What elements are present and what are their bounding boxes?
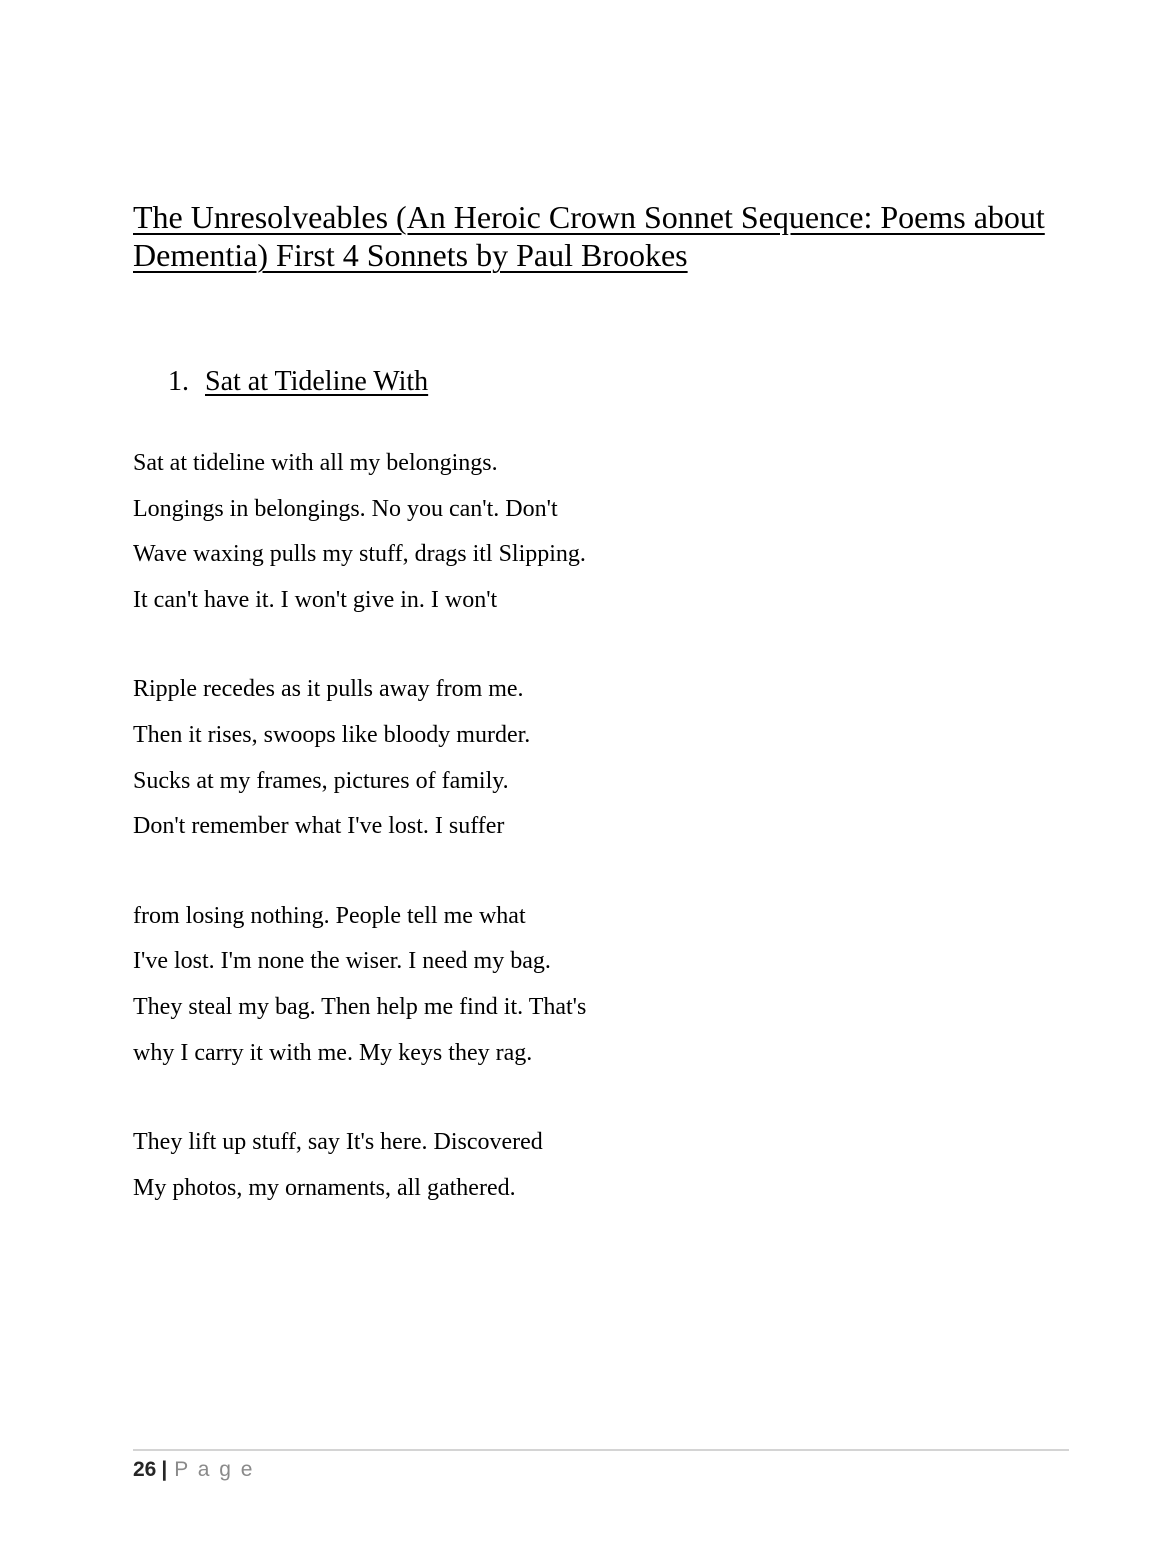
poem-line: Ripple recedes as it pulls away from me. bbox=[133, 676, 524, 703]
poem-stanza-3 bbox=[133, 901, 833, 1083]
poem bbox=[133, 448, 833, 1262]
poem-line: Don't remember what I've lost. I suffer bbox=[133, 813, 505, 840]
section-heading bbox=[168, 365, 428, 399]
poem-line: My photos, my ornaments, all gathered. bbox=[133, 1174, 516, 1201]
poem-line: from losing nothing. People tell me what bbox=[133, 902, 526, 929]
page-title: The Unresolveables (An Heroic Crown Sonnet Sequence: Poems about Dementia) First 4 Sonnets by Paul Brookes bbox=[133, 199, 1045, 273]
poem-line: Sucks at my frames, pictures of family. bbox=[133, 767, 509, 794]
poem-stanza-2 bbox=[133, 674, 833, 856]
poem-line: They lift up stuff, say It's here. Discovered bbox=[133, 1129, 543, 1156]
poem-line: Wave waxing pulls my stuff, drags itl Slipping. bbox=[133, 541, 586, 568]
poem-line: I've lost. I'm none the wiser. I need my bag. bbox=[133, 948, 551, 975]
poem-line: They steal my bag. Then help me find it. That's bbox=[133, 993, 587, 1020]
poem-line: Then it rises, swoops like bloody murder. bbox=[133, 721, 531, 748]
section-title: Sat at Tideline With bbox=[205, 366, 429, 397]
poem-line: It can't have it. I won't give in. I won't bbox=[133, 586, 498, 613]
footer-divider bbox=[133, 1449, 1069, 1451]
section-number: 1. bbox=[168, 366, 189, 397]
page-label: P a g e bbox=[174, 1458, 255, 1481]
poem-line: Longings in belongings. No you can't. Don't bbox=[133, 495, 558, 522]
page-footer bbox=[133, 1457, 254, 1483]
footer-separator: | bbox=[161, 1458, 168, 1481]
poem-stanza-4 bbox=[133, 1127, 833, 1218]
poem-stanza-1 bbox=[133, 448, 833, 630]
page-number: 26 bbox=[133, 1458, 157, 1481]
poem-line: Sat at tideline with all my belongings. bbox=[133, 450, 498, 476]
poem-line: why I carry it with me. My keys they rag. bbox=[133, 1039, 533, 1066]
